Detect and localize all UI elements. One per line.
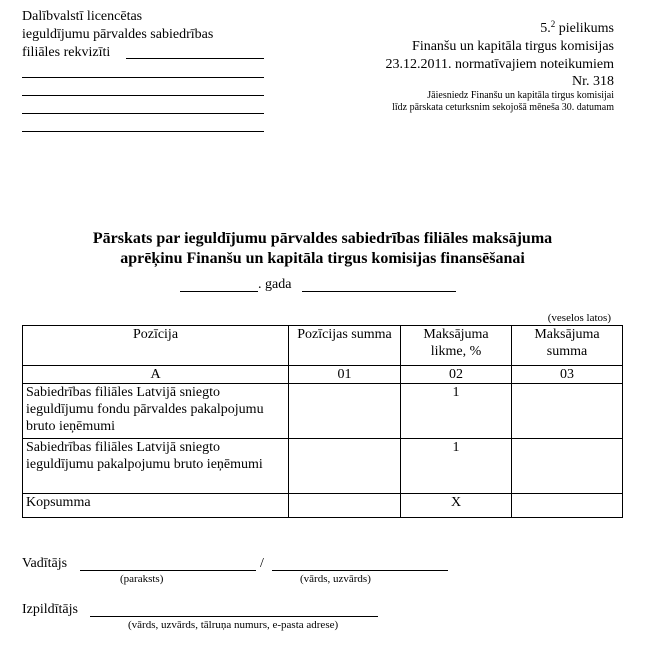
table-row	[23, 384, 623, 439]
manager-name-field[interactable]	[272, 570, 448, 571]
total-amount-cell[interactable]	[289, 494, 401, 518]
table-row	[23, 439, 623, 494]
report-title-line1: Pārskats par ieguldījumu pārvaldes sabiedrības filiāles maksājuma	[92, 230, 553, 247]
header-position-amount	[289, 326, 401, 366]
header-payment-amount	[512, 326, 623, 366]
annex-word: pielikums	[555, 21, 614, 36]
header-payment-amount-text: Maksājuma summa	[534, 327, 600, 359]
row2-amount-cell[interactable]	[289, 439, 401, 494]
code-02: 02	[401, 366, 512, 384]
executor-field[interactable]	[90, 616, 378, 617]
total-rate: X	[401, 494, 512, 518]
manager-signature-field[interactable]	[80, 570, 256, 571]
date-label: . gada	[258, 277, 292, 292]
left-header-line2: ieguldījumu pārvaldes sabiedrības	[22, 27, 214, 42]
submission-note-1: Jāiesniedz Finanšu un kapitāla tirgus komisijai	[427, 90, 614, 101]
signature-caption: (paraksts)	[120, 573, 164, 585]
annex-number: 5.	[540, 21, 551, 36]
requisites-field-2[interactable]	[22, 77, 264, 78]
year-field[interactable]	[180, 291, 258, 292]
total-payment-cell[interactable]	[512, 494, 623, 518]
header-payment-rate	[401, 326, 512, 366]
requisites-field-4[interactable]	[22, 113, 264, 114]
total-label: Kopsumma	[23, 494, 289, 518]
row1-payment-cell[interactable]	[512, 384, 623, 439]
executor-caption: (vārds, uzvārds, tālruņa numurs, e-pasta adrese)	[128, 619, 339, 631]
requisites-field-1[interactable]	[126, 58, 264, 59]
requisites-field-5[interactable]	[22, 131, 264, 132]
name-caption: (vārds, uzvārds)	[300, 573, 371, 585]
annex-superscript: 2	[550, 19, 556, 29]
header-row	[23, 326, 623, 366]
left-header-line3: filiāles rekvizīti	[22, 45, 111, 60]
total-row	[23, 494, 623, 518]
code-01: 01	[289, 366, 401, 384]
row2-position: Sabiedrības filiāles Latvijā sniegto ieguldījumu pakalpojumu bruto ieņēmumi	[23, 439, 289, 494]
header-payment-rate-text: Maksājuma likme, %	[423, 327, 489, 359]
row1-position: Sabiedrības filiāles Latvijā sniegto ieguldījumu fondu pārvaldes pakalpojumu bruto ieņēmumi	[23, 384, 289, 439]
date-field[interactable]	[302, 291, 456, 292]
annex-line2: Finanšu un kapitāla tirgus komisijas	[412, 39, 614, 54]
units-note: (veselos latos)	[547, 312, 611, 324]
executor-label: Izpildītājs	[22, 602, 78, 617]
report-title-line2: aprēķinu Finanšu un kapitāla tirgus komisijas finansēšanai	[120, 250, 525, 267]
annex-line4: Nr. 318	[572, 74, 614, 89]
code-row	[23, 366, 623, 384]
left-header-line1: Dalībvalstī licencētas	[22, 9, 143, 24]
row2-payment-cell[interactable]	[512, 439, 623, 494]
signature-separator: /	[260, 556, 264, 571]
row1-amount-cell[interactable]	[289, 384, 401, 439]
code-a: A	[23, 366, 289, 384]
row1-rate: 1	[401, 384, 512, 439]
row2-rate: 1	[401, 439, 512, 494]
submission-note-2: līdz pārskata ceturksnim sekojošā mēneša 30. datumam	[392, 102, 614, 113]
manager-label: Vadītājs	[22, 556, 68, 571]
annex-title	[540, 20, 614, 37]
annex-line3: 23.12.2011. normatīvajiem noteikumiem	[385, 57, 614, 72]
code-03: 03	[512, 366, 623, 384]
payment-table	[22, 325, 623, 518]
header-position-amount-text: Pozīcijas summa	[297, 327, 392, 342]
requisites-field-3[interactable]	[22, 95, 264, 96]
header-position: Pozīcija	[23, 326, 289, 366]
